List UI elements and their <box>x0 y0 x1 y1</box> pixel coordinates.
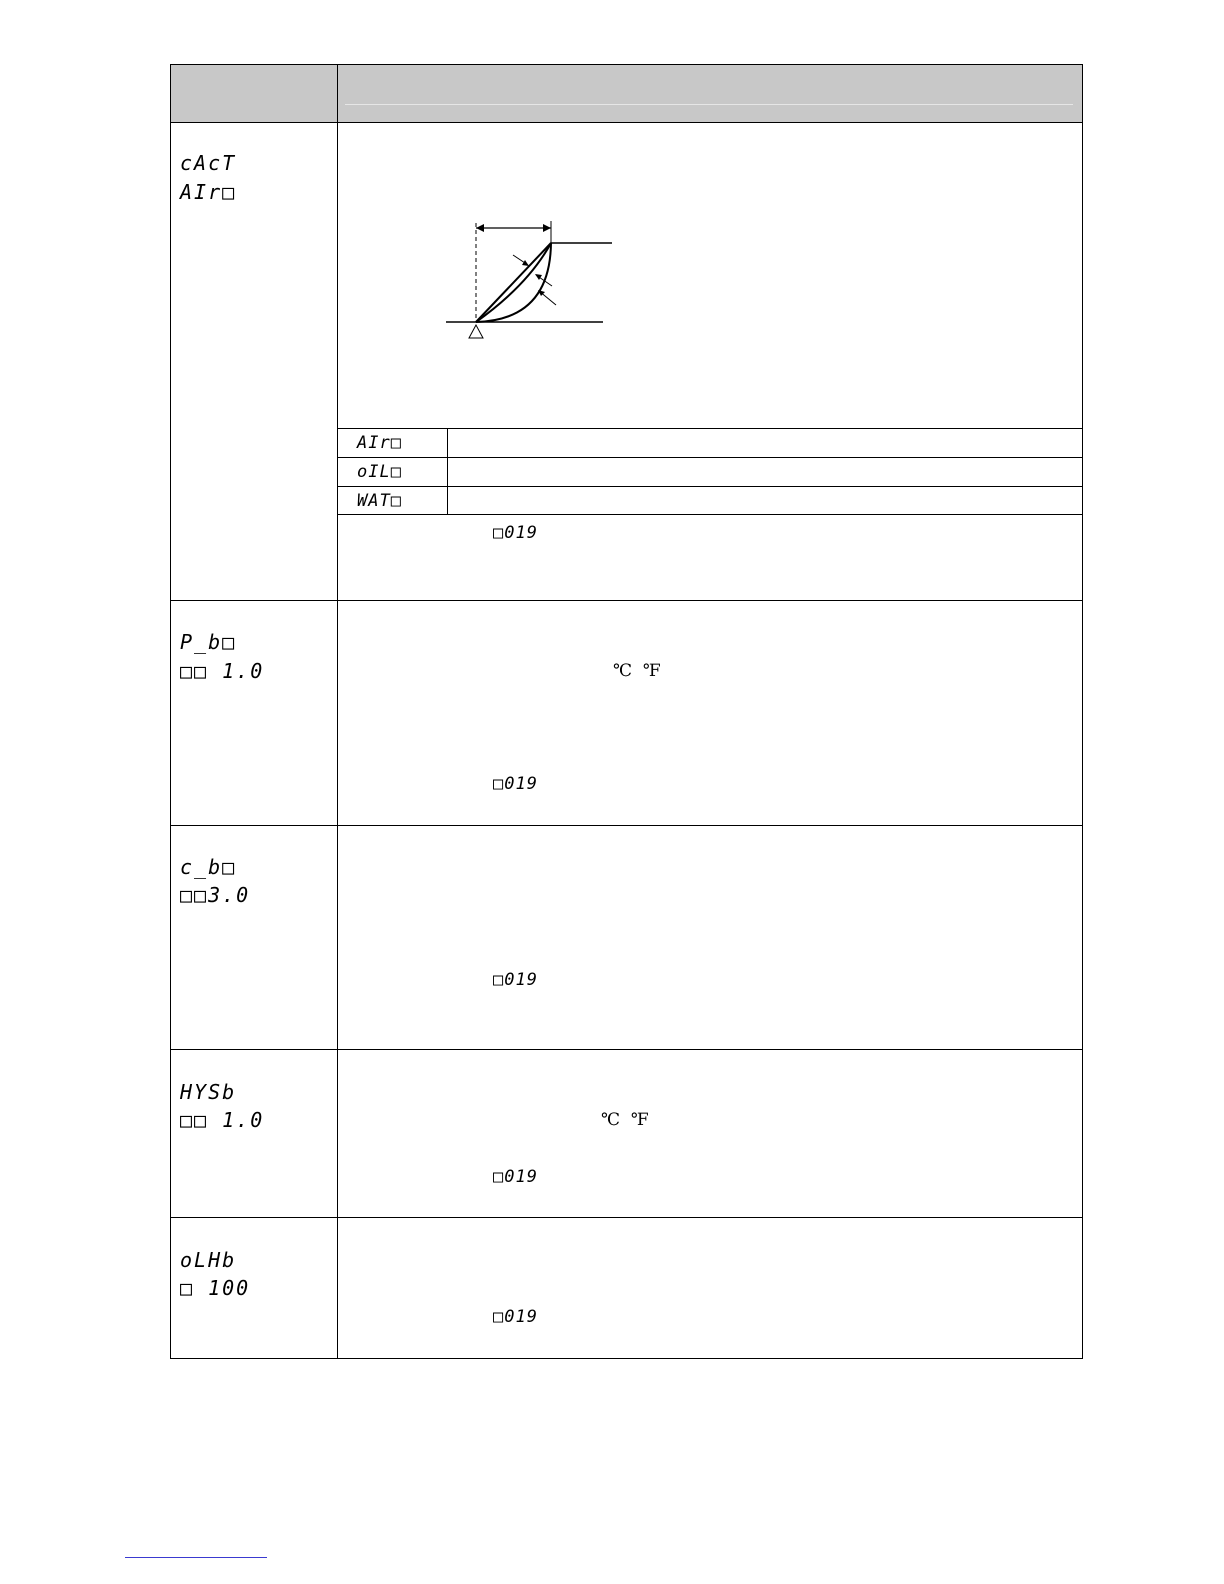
parameter-default: AIr□ <box>180 180 237 204</box>
parameter-symbol: oLHb <box>180 1248 237 1272</box>
table-top-border <box>170 64 1083 65</box>
option-code: WAT□ <box>357 491 402 511</box>
row-divider <box>170 825 1083 826</box>
table-bottom-border <box>170 1358 1083 1359</box>
parameter-default: □□ 1.0 <box>180 659 265 683</box>
option-divider <box>337 486 1083 487</box>
parameter-default: □ 100 <box>180 1276 251 1300</box>
option-table-bottom <box>337 514 1083 515</box>
communication-code: □019 <box>493 970 538 990</box>
parameter-symbol: HYSb <box>180 1080 237 1104</box>
option-divider <box>337 457 1083 458</box>
option-code: AIr□ <box>357 433 402 453</box>
communication-code: □019 <box>493 774 538 794</box>
communication-code: □019 <box>493 523 538 543</box>
option-column-divider <box>447 428 448 515</box>
row-divider <box>170 1217 1083 1218</box>
row-divider <box>170 1049 1083 1050</box>
row-divider <box>170 600 1083 601</box>
parameter-symbol: P_b□ <box>180 630 237 654</box>
option-table-top <box>337 428 1083 429</box>
communication-code: □019 <box>493 1167 538 1187</box>
table-right-border <box>1082 64 1083 1359</box>
unit-label: ℃ ℉ <box>613 661 661 681</box>
header-inner-rule <box>345 104 1073 105</box>
table-left-border <box>170 64 171 1359</box>
parameter-default: □□3.0 <box>180 883 251 907</box>
column-divider <box>337 64 338 1359</box>
response-curve-diagram <box>440 215 625 345</box>
parameter-symbol: c_b□ <box>180 855 237 879</box>
parameter-symbol: cAcT <box>180 151 237 175</box>
table-header <box>171 65 1082 122</box>
row-divider <box>170 122 1083 123</box>
parameter-default: □□ 1.0 <box>180 1108 265 1132</box>
option-code: oIL□ <box>357 462 402 482</box>
communication-code: □019 <box>493 1307 538 1327</box>
unit-label: ℃ ℉ <box>601 1110 649 1130</box>
footer-link-underline[interactable] <box>125 1557 267 1558</box>
